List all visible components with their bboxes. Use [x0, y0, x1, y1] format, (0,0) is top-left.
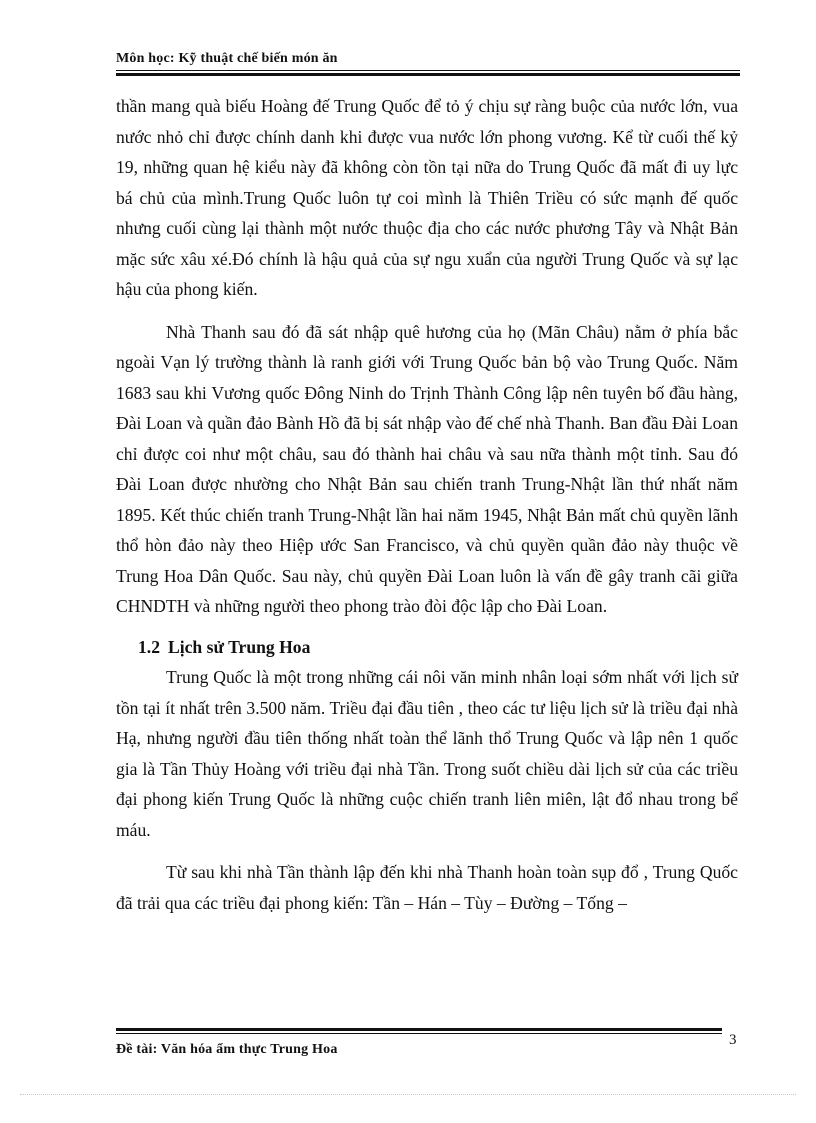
footer-rule-thick	[116, 1028, 722, 1031]
paragraph-history: Trung Quốc là một trong những cái nôi văn minh nhân loại sớm nhất với lịch sử tồn tại ít nhất trên 3.500 năm. Triều đại đầu tiên , theo các tư liệu lịch sử là triều đại nhà Hạ, nhưng người đầu tiên thống nhất toàn thể lãnh thổ Trung Quốc và lập nên 1 quốc gia là Tần Thủy Hoàng với triều đại nhà Tần. Trong suốt chiều dài lịch sử của các triều đại phong kiến Trung Quốc là những cuộc chiến tranh liên miên, lật đổ nhau trong bể máu.	[116, 667, 738, 840]
page-header	[116, 50, 740, 76]
page-footer	[116, 1028, 740, 1058]
page-number: 3	[729, 1032, 737, 1048]
footer-rule-thin	[116, 1033, 722, 1034]
document-body	[116, 91, 738, 918]
header-rule-thick	[116, 73, 740, 76]
header-rule-thin	[116, 70, 740, 71]
paragraph-continued: thần mang quà biếu Hoàng đế Trung Quốc để tỏ ý chịu sự ràng buộc của nước lớn, vua nước nhỏ chỉ được chính danh khi được vua nước lớn phong vương. Kể từ cuối thế kỷ 19, những quan hệ kiểu này đã không còn tồn tại nữa do Trung Quốc đã mất đi uy lực bá chủ của mình.Trung Quốc luôn tự coi mình là Thiên Triều có sức mạnh đế quốc nhưng cuối cùng lại thành một nước thuộc địa cho các nước phương Tây và Nhật Bản mặc sức xâu xé.Đó chính là hậu quả của sự ngu xuẩn của người Trung Quốc và sự lạc hậu của phong kiến.	[116, 96, 738, 299]
page-bottom-divider	[20, 1094, 796, 1095]
paragraph-qing-dynasty: Nhà Thanh sau đó đã sát nhập quê hương của họ (Mãn Châu) nằm ở phía bắc ngoài Vạn lý trường thành là ranh giới với Trung Quốc bản bộ vào Trung Quốc. Năm 1683 sau khi Vương quốc Đông Ninh do Trịnh Thành Công lập nên tuyên bố đầu hàng, Đài Loan và quần đảo Bành Hồ đã bị sát nhập vào đế chế nhà Thanh. Ban đầu Đài Loan chỉ được coi như một châu, sau đó thành hai châu và sau nữa thành một tỉnh. Sau đó Đài Loan được nhường cho Nhật Bản sau chiến tranh Trung-Nhật lần thứ nhất năm 1895. Kết thúc chiến tranh Trung-Nhật lần hai năm 1945, Nhật Bản mất chủ quyền lãnh thổ hòn đảo này theo Hiệp ước San Francisco, và chủ quyền quần đảo này thuộc về Trung Hoa Dân Quốc. Sau này, chủ quyền Đài Loan luôn là vấn đề gây tranh cãi giữa CHNDTH và những người theo phong trào đòi độc lập cho Đài Loan.	[116, 321, 738, 616]
section-number: 1.2	[138, 636, 160, 657]
section-title: Lịch sử Trung Hoa	[168, 636, 311, 657]
document-topic: Đề tài: Văn hóa ẩm thực Trung Hoa	[116, 1042, 338, 1057]
course-title: Môn học: Kỹ thuật chế biến món ăn	[116, 51, 338, 66]
paragraph-dynasties: Từ sau khi nhà Tần thành lập đến khi nhà Thanh hoàn toàn sụp đổ , Trung Quốc đã trải qua các triều đại phong kiến: Tần – Hán – Tùy – Đường – Tống –	[116, 862, 738, 913]
section-heading	[138, 632, 738, 663]
